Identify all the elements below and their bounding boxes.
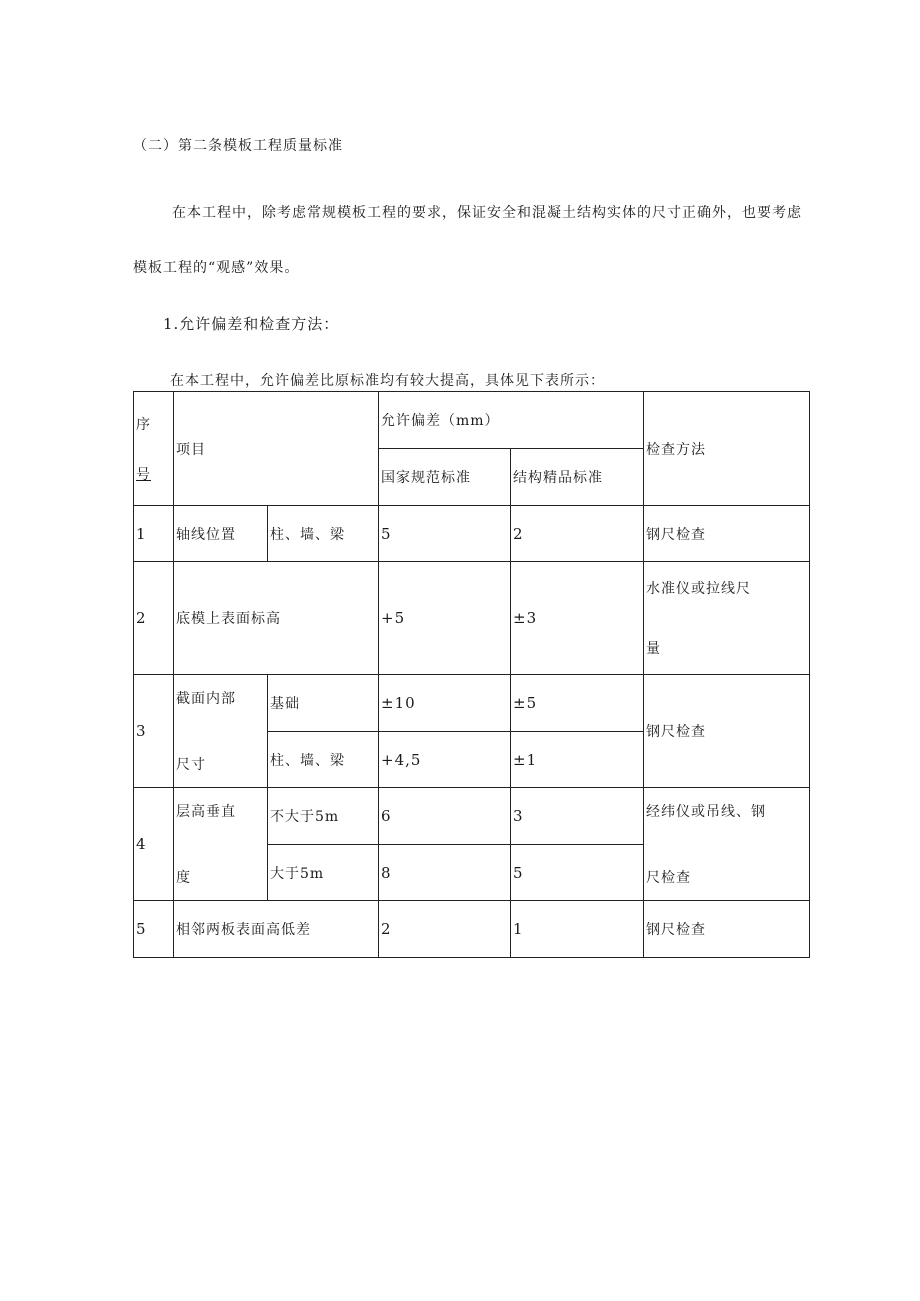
- row4-seq: 4: [134, 788, 174, 901]
- row3-sub-b: 柱、墙、梁: [268, 732, 379, 788]
- row4-sub-a: 不大于5m: [268, 788, 379, 845]
- row2-national: +5: [379, 562, 511, 675]
- header-fine-standard: 结构精品标准: [513, 470, 603, 486]
- row4-national-b: 8: [379, 845, 511, 901]
- row1-item: 轴线位置: [174, 506, 268, 562]
- table-intro: 在本工程中，允许偏差比原标准均有较大提高，具体见下表所示：: [170, 373, 605, 389]
- header-national-standard: 国家规范标准: [381, 470, 471, 486]
- table-row: [134, 901, 810, 958]
- row3-seq: 3: [134, 675, 174, 788]
- row3-fine-b: ±1: [511, 732, 644, 788]
- table-row: [134, 562, 810, 675]
- header-method: 检查方法: [646, 441, 706, 458]
- row3-national-a: ±10: [379, 675, 511, 732]
- tolerance-table: [133, 391, 810, 958]
- table-row: [134, 506, 810, 562]
- row3-national-b: +4,5: [379, 732, 511, 788]
- row5-fine: 1: [511, 901, 644, 958]
- section-heading: （二）第二条模板工程质量标准: [133, 138, 343, 154]
- header-allowed-deviation: 允许偏差（mm）: [381, 413, 500, 429]
- row3-fine-a: ±5: [511, 675, 644, 732]
- row4-method-line1: 经纬仪或吊线、钢: [646, 804, 766, 820]
- header-seq-cell: [134, 392, 174, 506]
- row4-item-line2: 度: [176, 870, 191, 886]
- header-method-cell: [644, 392, 810, 506]
- row5-national: 2: [379, 901, 511, 958]
- row4-method-line2: 尺检查: [646, 870, 691, 886]
- row4-national-a: 6: [379, 788, 511, 845]
- row3-sub-a: 基础: [268, 675, 379, 732]
- row4-fine-b: 5: [511, 845, 644, 901]
- row5-method: 钢尺检查: [644, 901, 810, 958]
- row3-item-cell: [174, 675, 268, 788]
- table-header-row: [134, 392, 810, 449]
- row5-item: 相邻两板表面高低差: [174, 901, 379, 958]
- row4-sub-b: 大于5m: [268, 845, 379, 901]
- row1-fine: 2: [511, 506, 644, 562]
- row2-method-cell: [644, 562, 810, 675]
- header-allowed-deviation-cell: [379, 392, 644, 449]
- intro-paragraph-line1: 在本工程中，除考虑常规模板工程的要求，保证安全和混凝土结构实体的尺寸正确外，也要考虑: [172, 205, 802, 221]
- row1-sub: 柱、墙、梁: [268, 506, 379, 562]
- row4-item-line1: 层高垂直: [176, 804, 236, 820]
- intro-paragraph-line2: 模板工程的“观感”效果。: [133, 260, 300, 276]
- row1-method: 钢尺检查: [644, 506, 810, 562]
- row2-method-line1: 水准仪或拉线尺: [646, 581, 751, 597]
- header-national-standard-cell: [379, 449, 511, 506]
- row1-national: 5: [379, 506, 511, 562]
- row1-seq: 1: [134, 506, 174, 562]
- row3-method: 钢尺检查: [644, 675, 810, 788]
- header-seq-line1: 序: [136, 416, 151, 433]
- row4-method-cell: [644, 788, 810, 901]
- header-fine-standard-cell: [511, 449, 644, 506]
- row2-item: 底模上表面标高: [174, 562, 379, 675]
- table-row: [134, 675, 810, 732]
- row4-item-cell: [174, 788, 268, 901]
- table-row: [134, 788, 810, 845]
- header-seq-line2: 号: [136, 466, 151, 483]
- subheading-tolerance: 1.允许偏差和检查方法：: [163, 315, 340, 333]
- row2-seq: 2: [134, 562, 174, 675]
- header-item-cell: [174, 392, 379, 506]
- row4-fine-a: 3: [511, 788, 644, 845]
- row2-method-line2: 量: [646, 641, 661, 657]
- row3-item-line2: 尺寸: [176, 757, 206, 773]
- row2-fine: ±3: [511, 562, 644, 675]
- row5-seq: 5: [134, 901, 174, 958]
- row3-item-line1: 截面内部: [176, 691, 236, 707]
- header-item: 项目: [176, 441, 206, 458]
